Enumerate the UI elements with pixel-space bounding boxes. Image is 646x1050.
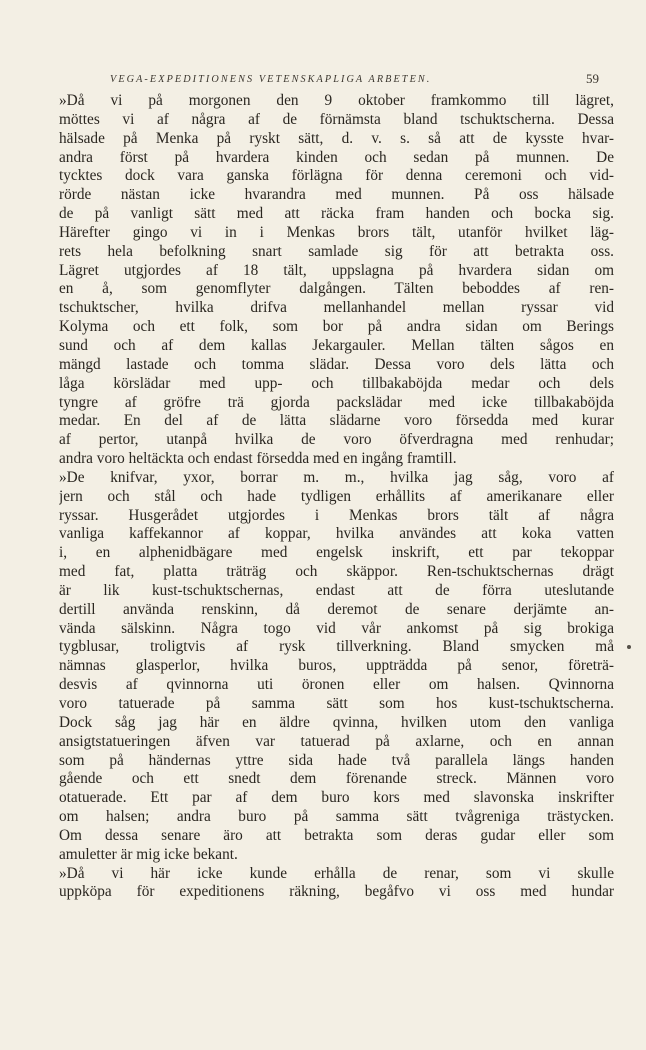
text-line: ansigtstatueringen äfven var tatuerad på axlarne, och en annan bbox=[59, 732, 614, 750]
text-line: Dock såg jag här en äldre qvinna, hvilken utom den vanliga bbox=[59, 713, 614, 731]
text-line: tygblusar, troligtvis af rysk tillverkning. Bland smycken må bbox=[59, 638, 614, 656]
text-line: tycktes dock vara ganska förlägna för denna ceremoni och vid- bbox=[59, 167, 614, 185]
page-number: 59 bbox=[586, 71, 599, 86]
text-line: Härefter gingo vi in i Menkas brors tält, utanför hvilket läg- bbox=[59, 223, 614, 241]
text-line: tschuktscher, hvilka drifva mellanhandel mellan ryssar vid bbox=[59, 299, 614, 317]
text-line: amuletter är mig icke bekant. bbox=[59, 845, 238, 863]
text-line: Lägret utgjordes af 18 tält, uppslagna på hvardera sidan om bbox=[59, 261, 614, 279]
text-line: nämnas glasperlor, hvilka buros, uppträdda på senor, företrä- bbox=[59, 657, 614, 675]
text-line: låga körslädar med upp- och tillbakaböjda medar och dels bbox=[59, 374, 614, 392]
text-line: sund och af dem kallas Jekargauler. Mellan tälten sågos en bbox=[59, 336, 614, 354]
text-line: otatuerade. Ett par af dem buro kors med slavonska inskrifter bbox=[59, 789, 614, 807]
text-line: som på händernas yttre sida hade två parallela längs handen bbox=[59, 751, 614, 769]
running-head: VEGA-EXPEDITIONENS VETENSKAPLIGA ARBETEN. bbox=[110, 74, 432, 85]
text-line: med fat, platta träträg och skäppor. Ren-tschuktschernas drägt bbox=[59, 563, 614, 581]
text-line: de på vanligt sätt med att räcka fram handen och bocka sig. bbox=[59, 205, 614, 223]
text-line: »Då vi på morgonen den 9 oktober framkommo till lägret, bbox=[59, 92, 614, 109]
text-line: ryssar. Husgerådet utgjordes i Menkas brors tält af några bbox=[59, 506, 614, 524]
text-line: »Då vi här icke kunde erhålla de renar, som vi skulle bbox=[59, 864, 614, 882]
body-text bbox=[59, 92, 614, 902]
text-line: andra voro heltäckta och endast försedda med en ingång framtill. bbox=[59, 450, 457, 468]
text-line: rörde nästan icke hvarandra med munnen. På oss hälsade bbox=[59, 186, 614, 204]
text-line: jern och stål och hade tydligen erhållits af amerikanare eller bbox=[59, 487, 614, 505]
text-line: om halsen; andra buro på samma sätt tvågreniga trästycken. bbox=[59, 808, 614, 826]
text-line: medar. En del af de lätta slädarne voro försedda med kurar bbox=[59, 412, 614, 430]
text-line: mängd lastade och tomma slädar. Dessa voro dels lätta och bbox=[59, 355, 614, 373]
margin-mark bbox=[627, 645, 631, 649]
text-line: Om dessa senare äro att betrakta som deras gudar eller som bbox=[59, 826, 614, 844]
text-line: är lik kust-tschuktschernas, endast att de förra uteslutande bbox=[59, 581, 614, 599]
text-line: af pertor, utanpå hvilka de voro öfverdragna med renhudar; bbox=[59, 431, 614, 449]
text-line: voro tatuerade på samma sätt som hos kust-tschuktscherna. bbox=[59, 695, 614, 712]
text-line: möttes vi af några af de förnämsta bland tschuktscherna. Dessa bbox=[59, 110, 614, 128]
text-line: hälsade på Menka på ryskt sätt, d. v. s. så att de kysste hvar- bbox=[59, 129, 614, 147]
text-line: gående och ett snedt dem förenande streck. Männen voro bbox=[59, 770, 614, 788]
text-line: andra först på hvardera kinden och sedan på munnen. De bbox=[59, 148, 614, 166]
text-line: en å, som genomflyter dalgången. Tälten beboddes af ren- bbox=[59, 280, 614, 298]
text-line: desvis af qvinnorna uti öronen eller om halsen. Qvinnorna bbox=[59, 676, 614, 694]
text-line: tyngre af gröfre trä gjorda packslädar med icke tillbakaböjda bbox=[59, 393, 614, 411]
text-line: Kolyma och ett folk, som bor på andra sidan om Berings bbox=[59, 318, 614, 336]
text-line: uppköpa för expeditionens räkning, begåfvo vi oss med hundar bbox=[59, 883, 614, 901]
text-line: rets hela befolkning snart samlade sig för att betrakta oss. bbox=[59, 242, 614, 260]
text-line: i, en alphenidbägare med engelsk inskrift, ett par tekoppar bbox=[59, 544, 614, 562]
text-line: dertill använda renskinn, då deremot de senare derjämte an- bbox=[59, 600, 614, 618]
text-line: vanliga kaffekannor af koppar, hvilka användes att koka vatten bbox=[59, 525, 614, 543]
text-line: vända sälskinn. Några togo vid vår ankomst på sig brokiga bbox=[59, 619, 614, 637]
text-line: »De knifvar, yxor, borrar m. m., hvilka jag såg, voro af bbox=[59, 468, 614, 486]
